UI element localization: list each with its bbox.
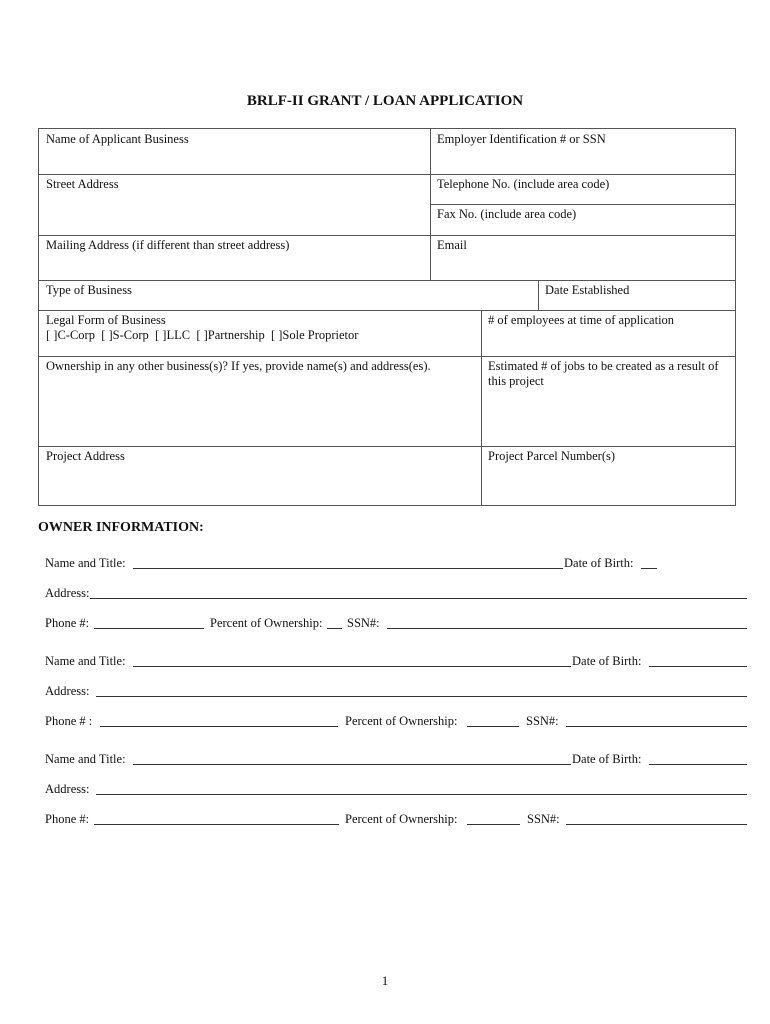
address-line[interactable] (96, 696, 747, 697)
ssn-line[interactable] (566, 726, 747, 727)
date-established-field[interactable] (538, 280, 735, 310)
phone-label: Phone #: (45, 616, 90, 630)
date-established-label: Date Established (545, 283, 630, 297)
legal-form-label: Legal Form of Business (46, 313, 166, 327)
street-address-field[interactable] (39, 174, 430, 235)
percent-ownership-label: Percent of Ownership: (345, 714, 458, 728)
dob-label: Date of Birth: (564, 556, 634, 570)
telephone-field[interactable] (430, 174, 735, 204)
ownership-other-field[interactable] (39, 356, 481, 446)
dob-label: Date of Birth: (572, 752, 642, 766)
dob-line[interactable] (649, 764, 747, 765)
ssn-label: SSN#: (527, 812, 560, 826)
ownership-other-label: Ownership in any other business(s)? If yes, provide name(s) and address(es). (46, 359, 431, 373)
employees-label: # of employees at time of application (488, 313, 675, 327)
ein-ssn-label: Employer Identification # or SSN (437, 132, 606, 146)
legal-form-field[interactable] (39, 310, 481, 356)
percent-ownership-label: Percent of Ownership: (210, 616, 323, 630)
ssn-label: SSN#: (347, 616, 380, 630)
ssn-line[interactable] (566, 824, 747, 825)
percent-ownership-line[interactable] (467, 824, 520, 825)
address-label: Address: (45, 586, 90, 600)
phone-line[interactable] (94, 628, 204, 629)
fax-field[interactable] (430, 204, 735, 235)
email-field[interactable] (430, 235, 735, 280)
document-title: BRLF-II GRANT / LOAN APPLICATION (246, 93, 524, 109)
email-label: Email (437, 238, 467, 252)
parcel-numbers-label: Project Parcel Number(s) (488, 449, 616, 463)
type-of-business-label: Type of Business (46, 283, 132, 297)
name-title-label: Name and Title: (45, 654, 126, 668)
applicant-business-field[interactable] (39, 129, 430, 174)
ein-ssn-field[interactable] (430, 129, 735, 174)
applicant-info-table (38, 128, 736, 506)
address-line[interactable] (90, 598, 747, 599)
name-title-label: Name and Title: (45, 752, 126, 766)
phone-line[interactable] (94, 824, 339, 825)
percent-ownership-line[interactable] (327, 628, 342, 629)
address-line[interactable] (96, 794, 747, 795)
name-title-line[interactable] (133, 764, 571, 765)
project-address-field[interactable] (39, 446, 481, 505)
phone-line[interactable] (100, 726, 338, 727)
ssn-label: SSN#: (526, 714, 559, 728)
street-address-label: Street Address (46, 177, 119, 191)
legal-form-options[interactable]: [ ]C-Corp [ ]S-Corp [ ]LLC [ ]Partnership [ ]Sole Proprietor (46, 328, 359, 342)
applicant-business-label: Name of Applicant Business (46, 132, 189, 146)
parcel-numbers-field[interactable] (481, 446, 735, 505)
dob-line[interactable] (649, 666, 747, 667)
jobs-created-label: Estimated # of jobs to be created as a result of this project (488, 359, 719, 388)
phone-label: Phone #: (45, 812, 90, 826)
dob-label: Date of Birth: (572, 654, 642, 668)
percent-ownership-line[interactable] (467, 726, 519, 727)
project-address-label: Project Address (46, 449, 125, 463)
employees-field[interactable] (481, 310, 735, 356)
dob-line[interactable] (641, 568, 657, 569)
address-label: Address: (45, 782, 90, 796)
type-of-business-field[interactable] (39, 280, 538, 310)
owner-information-heading: OWNER INFORMATION: (38, 520, 204, 535)
page-number: 1 (381, 973, 389, 988)
mailing-address-field[interactable] (39, 235, 430, 280)
telephone-label: Telephone No. (include area code) (437, 177, 610, 191)
name-title-line[interactable] (133, 666, 571, 667)
phone-label: Phone # : (45, 714, 93, 728)
ssn-line[interactable] (387, 628, 747, 629)
jobs-created-field[interactable] (481, 356, 735, 446)
fax-label: Fax No. (include area code) (437, 207, 577, 221)
percent-ownership-label: Percent of Ownership: (345, 812, 458, 826)
name-title-label: Name and Title: (45, 556, 126, 570)
name-title-line[interactable] (133, 568, 563, 569)
mailing-address-label: Mailing Address (if different than street address) (46, 238, 290, 252)
address-label: Address: (45, 684, 90, 698)
